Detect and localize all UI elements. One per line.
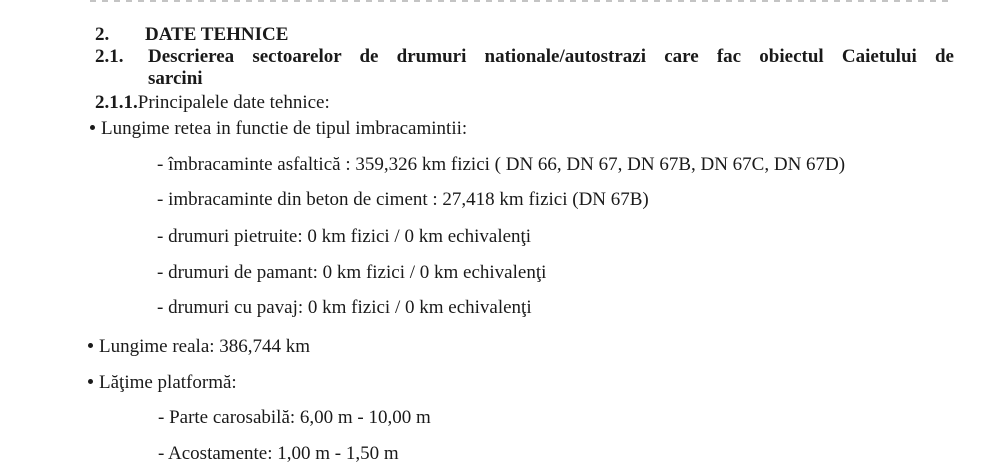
platforma-item-carosabila: - Parte carosabilă: 6,00 m - 10,00 m: [158, 407, 431, 428]
subsubsection-heading: [95, 92, 330, 114]
bullet-lungime-reala: [88, 336, 310, 358]
retea-item-beton: - imbracaminte din beton de ciment : 27,418 km fizici (DN 67B): [157, 189, 649, 210]
bullet-icon: [88, 343, 93, 348]
bullet-icon: [90, 125, 95, 130]
subsection-title-line1: Descrierea sectoarelor de drumuri nationale/autostrazi care fac obiectul Caietului de: [148, 46, 954, 67]
bullet-lungime-retea: [90, 118, 467, 140]
bullet-icon: [88, 379, 93, 384]
retea-item-pietruite: - drumuri pietruite: 0 km fizici / 0 km echivalenţi: [157, 226, 532, 247]
section-number: 2.: [95, 24, 110, 45]
top-divider: [90, 0, 950, 2]
retea-item-pavaj: - drumuri cu pavaj: 0 km fizici / 0 km echivalenţi: [157, 297, 532, 318]
subsection-title-line2: sarcini: [148, 68, 203, 89]
bullet-lungime-reala-text: Lungime reala: 386,744 km: [99, 336, 311, 357]
subsubsection-number: 2.1.1.: [95, 92, 138, 113]
retea-item-asfaltica: - îmbracaminte asfaltică : 359,326 km fizici ( DN 66, DN 67, DN 67B, DN 67C, DN 67D): [157, 154, 846, 175]
platforma-item-acostamente: - Acostamente: 1,00 m - 1,50 m: [158, 443, 399, 464]
subsection-number: 2.1.: [95, 46, 124, 67]
section-title: DATE TEHNICE: [145, 24, 289, 45]
retea-item-pamant: - drumuri de pamant: 0 km fizici / 0 km echivalenţi: [157, 262, 547, 283]
bullet-latime-platforma: [88, 372, 237, 394]
section-heading: [95, 24, 288, 46]
subsubsection-title: Principalele date tehnice:: [137, 92, 330, 113]
bullet-latime-platforma-text: Lăţime platformă:: [99, 372, 237, 393]
bullet-lungime-retea-text: Lungime retea in functie de tipul imbracamintii:: [101, 118, 468, 139]
